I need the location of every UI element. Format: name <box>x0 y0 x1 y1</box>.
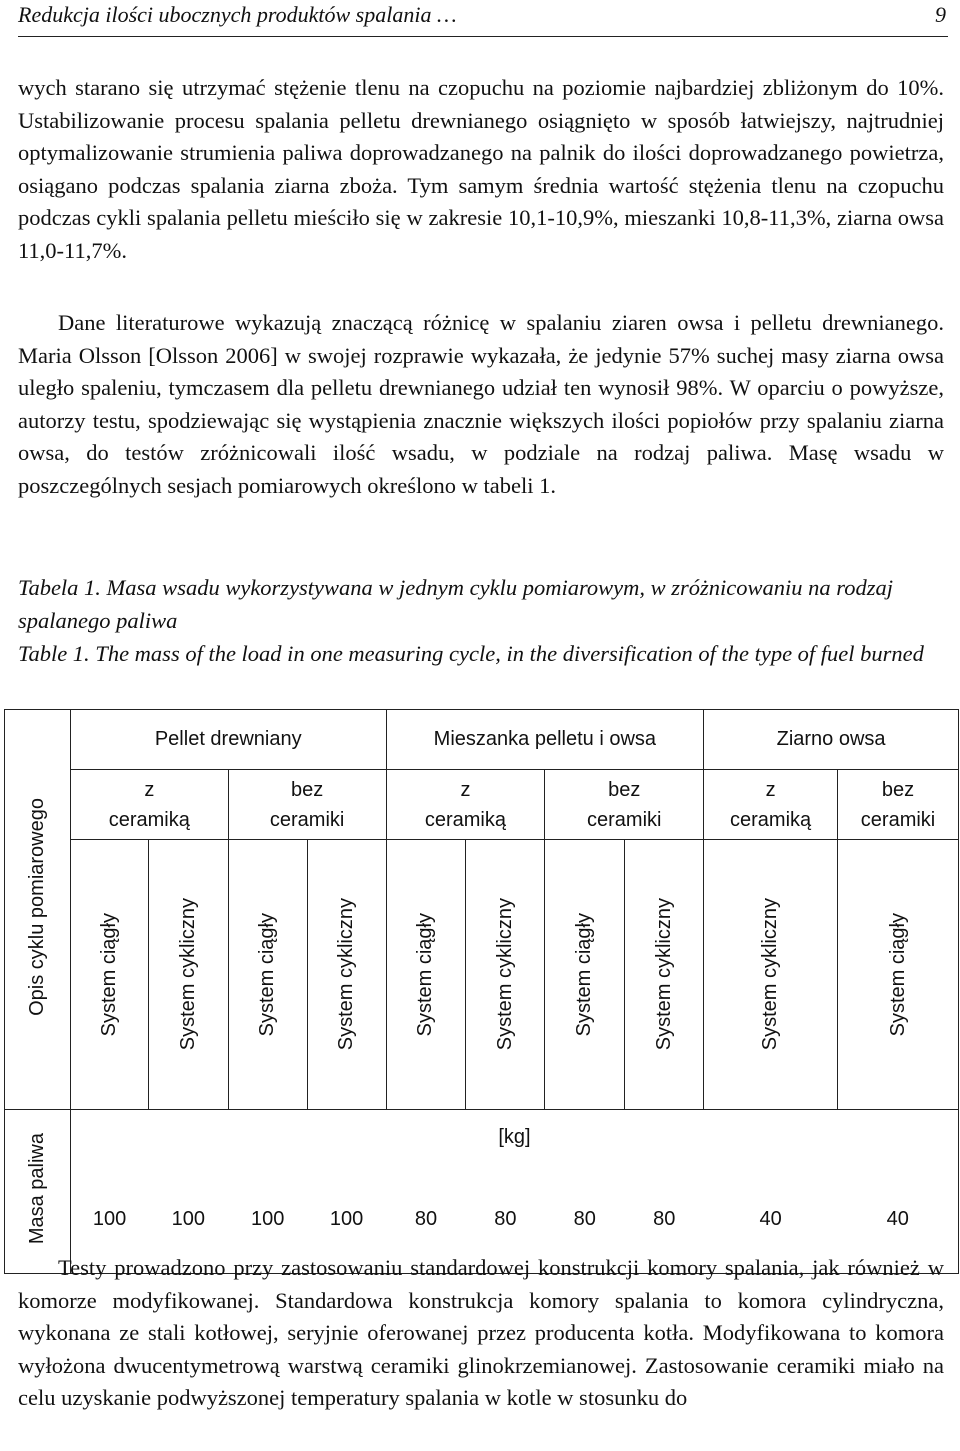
subgroup-header: bez ceramiki <box>545 770 704 840</box>
mass-value: 100 <box>70 1166 148 1274</box>
mass-value: 80 <box>466 1166 545 1274</box>
mass-value: 40 <box>704 1166 838 1274</box>
system-header: System cykliczny <box>625 840 704 1110</box>
fuel-mass-table <box>4 709 959 1274</box>
running-header <box>18 0 948 37</box>
row-header-cycle-cell <box>5 710 71 1110</box>
system-header: System cykliczny <box>148 840 228 1110</box>
row-header-cycle: Opis cyklu pomiarowego <box>25 797 48 1016</box>
group-header: Mieszanka pelletu i owsa <box>386 710 704 770</box>
subgroup-header: z ceramiką <box>704 770 838 840</box>
mass-value: 80 <box>545 1166 625 1274</box>
mass-value: 80 <box>625 1166 704 1274</box>
mass-value: 40 <box>838 1166 959 1274</box>
subgroup-header: z ceramiką <box>70 770 228 840</box>
subgroup-header: bez ceramiki <box>838 770 959 840</box>
subgroup-header: z ceramiką <box>386 770 545 840</box>
page-number: 9 <box>935 2 946 27</box>
mass-value: 80 <box>386 1166 466 1274</box>
body-paragraph-3: Testy prowadzono przy zastosowaniu standardowej konstrukcji komory spalania, jak również w komorze modyfikowanej. Standardowa konstrukcja komory spalania to komora cylindryczna, wykonana ze stali kotłowej, seryjnie oferowanej przez producenta kotła. Modyfikowana to komora wyłożona dwucentymetrową warstwą ceramiki glinokrzemianowej. Zastosowanie ceramiki miało na celu uzyskanie podwyższonej temperatury spalania w kotle w stosunku do <box>18 1255 944 1410</box>
mass-value: 100 <box>148 1166 228 1274</box>
group-header: Pellet drewniany <box>70 710 386 770</box>
subgroup-header: bez ceramiki <box>228 770 386 840</box>
system-header: System ciągły <box>228 840 307 1110</box>
system-header: System cykliczny <box>704 840 838 1110</box>
mass-value: 100 <box>307 1166 386 1274</box>
table-caption-polish: Tabela 1. Masa wsadu wykorzystywana w jednym cyklu pomiarowym, w zróżnicowaniu na rodzaj spalanego paliwa <box>18 575 893 633</box>
group-header: Ziarno owsa <box>704 710 959 770</box>
running-header-title: Redukcja ilości ubocznych produktów spalania … <box>18 2 457 27</box>
row-header-mass: Masa paliwa <box>25 1132 48 1245</box>
table-caption-english: Table 1. The mass of the load in one measuring cycle, in the diversification of the type of fuel burned <box>18 641 924 666</box>
body-paragraph-1: wych starano się utrzymać stężenie tlenu na czopuchu na poziomie najbardziej zbliżonym do 10%. Ustabilizowanie procesu spalania pelletu drewnianego osiągnięto w sposób łatwiejszy, najtrudniej optymalizowanie strumienia paliwa doprowadzanego na palnik do ilości doprowadzanego powietrza, osiągano podczas spalania ziarna zboża. Tym samym średnia wartość stężenia tlenu na czopuchu podczas cykli spalania pelletu mieściło się w zakresie 10,1-10,9%, mieszanki 10,8-11,3%, ziarna owsa 11,0-11,7%. <box>18 75 944 263</box>
system-header: System cykliczny <box>307 840 386 1110</box>
system-header: System cykliczny <box>466 840 545 1110</box>
body-paragraph-2: Dane literaturowe wykazują znaczącą różnicę w spalaniu ziaren owsa i pelletu drewnianego. Maria Olsson [Olsson 2006] w swojej rozprawie wykazała, że jedynie 57% suchej masy ziarna owsa uległo spaleniu, tymczasem dla pelletu drewnianego udział ten wynosił 98%. W oparciu o powyższe, autorzy testu, spodziewając się wystąpienia znacznie większych ilości popiołów przy spalaniu ziarna owsa, do testów zróżnicowali ilość wsadu, w podziale na rodzaj paliwa. Masę wsadu w poszczególnych sesjach pomiarowych określono w tabeli 1. <box>18 310 944 498</box>
system-header: System ciągły <box>386 840 466 1110</box>
mass-value: 100 <box>228 1166 307 1274</box>
system-header: System ciągły <box>838 840 959 1110</box>
system-header: System ciągły <box>545 840 625 1110</box>
unit-label: [kg] <box>70 1110 958 1166</box>
row-header-mass-cell <box>5 1110 71 1274</box>
system-header: System ciągły <box>70 840 148 1110</box>
